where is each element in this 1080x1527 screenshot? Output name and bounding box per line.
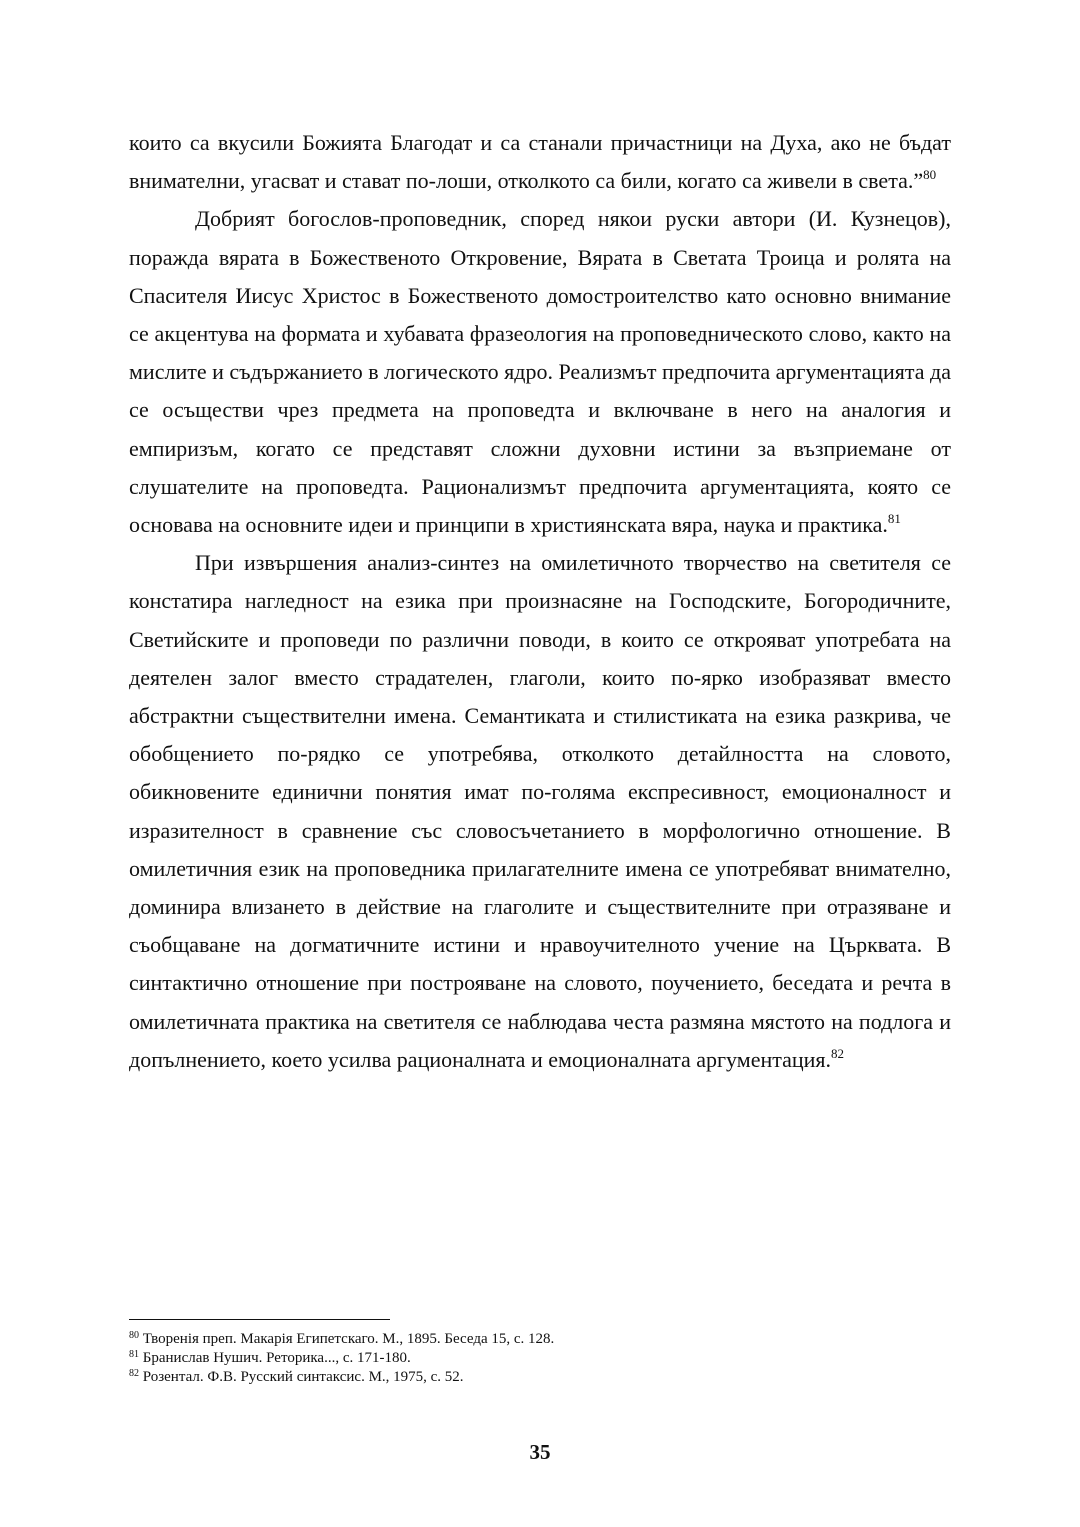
footnote-item [129,1330,951,1349]
footnote-text: Бранислав Нушич. Реторика..., с. 171-180. [142,1350,411,1366]
footnote-reference[interactable]: 82 [831,1045,845,1061]
footnote-reference[interactable]: 81 [887,511,901,527]
footnote-number: 80 [129,1330,139,1341]
paragraph-text: които са вкусили Божията Благодат и са станали причастници на Духа, ако не бъдат внимателни, угасват и стават по-лоши, отколкото са били, когато са живели в света.” [129,130,951,194]
footnotes [129,1330,951,1387]
body-text [129,124,951,1079]
footnote-item [129,1368,951,1387]
footnote-text: Творенія преп. Макарія Египетскаго. М., 1895. Беседа 15, с. 128. [142,1331,555,1347]
footnote-number: 81 [129,1349,139,1360]
paragraph-preacher [129,200,951,544]
footnote-number: 82 [129,1368,139,1379]
footnote-separator [129,1319,390,1320]
footnote-text: Розентал. Ф.В. Русский синтаксис. М., 1975, с. 52. [142,1369,464,1385]
footnote-item [129,1349,951,1368]
paragraph-analysis [129,544,951,1079]
paragraph-text: Добрият богослов-проповедник, според някои руски автори (И. Кузнецов), поражда вярата в Божественото Откровение, Вярата в Светата Троица и ролята на Спасителя Иисус Христос в Божественото домостроителство като основно внимание се акцентува на формата и хубавата фразеология на проповедническото слово, както на мислите и съдържанието в логическото ядро. Реализмът предпочита аргументацията да се осъществи чрез предмета на проповедта и включване в него на аналогия и емпиризъм, когато се представят сложни духовни истини за възприемане от слушателите на проповедта. Рационализмът предпочита аргументацията, която се основава на основните идеи и принципи в християнската вяра, наука и практика. [129,206,951,538]
page-number: 35 [529,1440,551,1464]
paragraph-continuation [129,124,951,200]
footnote-reference[interactable]: 80 [923,167,937,183]
paragraph-text: При извършения анализ-синтез на омилетичното творчество на светителя се констатира нагледност на езика при произнасяне на Господските, Богородичните, Светийските и проповеди по различни поводи, в които се открояват употребата на деятелен залог вместо страдателен, глаголи, които по-ярко изобразяват вместо абстрактни съществителни имена. Семантиката и стилистиката на езика разкрива, че обобщението по-рядко се употребява, отколкото детайлността на словото, обикновените единични понятия имат по-голяма експресивност, емоционалност и изразителност в сравнение със словосъчетанието в морфологично отношение. В омилетичния език на проповедника прилагателните имена се употребяват внимателно, доминира влизането в действие на глаголите и съществителните при отразяване и съобщаване на догматичните истини и нравоучителното учение на Църквата. В синтактично отношение при построяване на словото, поучението, беседата и речта в омилетичната практика на светителя се наблюдава честа размяна мястото на подлога и допълнението, което усилва рационалната и емоционалната аргументация. [129,550,951,1072]
